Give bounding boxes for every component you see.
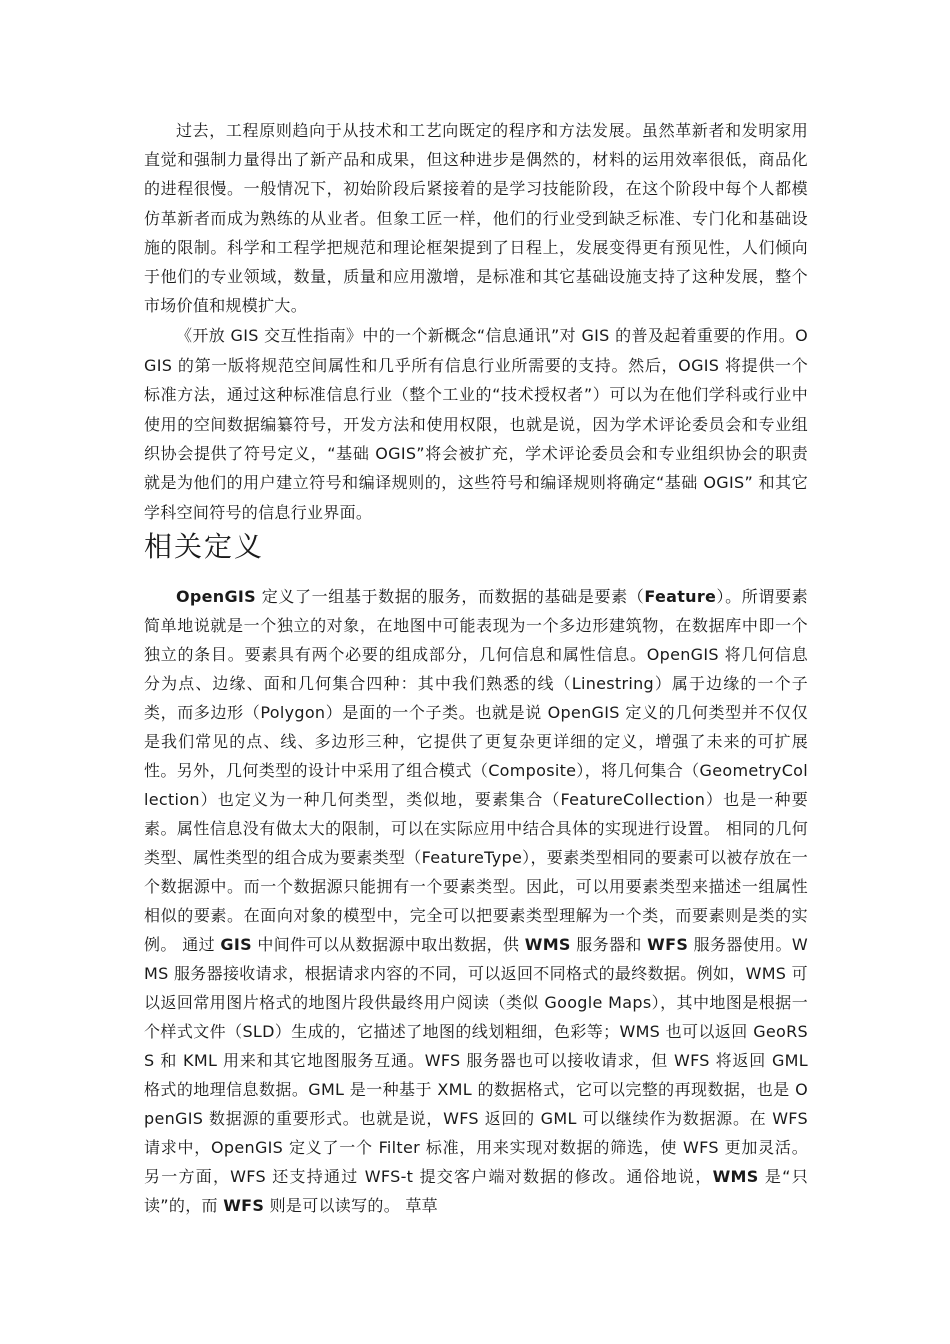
term-wms: WMS — [712, 1167, 759, 1187]
text-run: 是“只读”的，而 — [144, 1167, 808, 1216]
document-body — [144, 116, 808, 1220]
text-run: 服务器使用。WMS 服务器接收请求，根据请求内容的不同，可以返回不同格式的最终数据。例如，WMS 可以返回常用图片格式的地图片段供最终用户阅读（类似 Google Maps），其中地图是根据一个样式文件（SLD）生成的，它描述了地图的线划粗细，色彩等；WMS 也可以返回 GeoRSS 和 KML 用来和其它地图服务互通。WFS 服务器也可以接收请求，但 WFS 将返回 GML 格式的地理信息数据。GML 是一种基于 XML 的数据格式，它可以完整的再现数据，也是 OpenGIS 数据源的重要形式。也就是说，WFS 返回的 GML 可以继续作为数据源。在 WFS 请求中，OpenGIS 定义了一个 Filter 标准，用来实现对数据的筛选，使 WFS 更加灵活。另一方面，WFS 还支持通过 WFS-t 提交客户端对数据的修改。通俗地说， — [144, 935, 808, 1187]
section-heading: 相关定义 — [144, 530, 265, 564]
paragraph-definitions — [144, 582, 808, 1220]
text-run: 中间件可以从数据源中取出数据，供 — [251, 935, 525, 955]
term-wfs: WFS — [647, 935, 689, 955]
text-run: ）。所谓要素简单地说就是一个独立的对象，在地图中可能表现为一个多边形建筑物，在数据库中即一个独立的条目。要素具有两个必要的组成部分，几何信息和属性信息。OpenGIS 将几何信息分为点、边缘、面和几何集合四种：其中我们熟悉的线（Linestring）属于边缘的一个子类，而多边形（Polygon）是面的一个子类。也就是说 OpenGIS 定义的几何类型并不仅仅是我们常见的点、线、多边形三种，它提供了更复杂更详细的定义，增强了未来的可扩展性。另外，几何类型的设计中采用了组合模式（Composite），将几何集合（GeometryCollection）也定义为一种几何类型，类似地，要素集合（FeatureCollection）也是一种要素。属性信息没有做太大的限制，可以在实际应用中结合具体的实现进行设置。 相同的几何类型、属性类型的组合成为要素类型（FeatureType），要素类型相同的要素可以被存放在一个数据源中。而一个数据源只能拥有一个要素类型。因此，可以用要素类型来描述一组属性相似的要素。在面向对象的模型中，完全可以把要素类型理解为一个类，而要素则是类的实例。 通过 — [144, 587, 808, 955]
paragraph-history: 过去，工程原则趋向于从技术和工艺向既定的程序和方法发展。虽然革新者和发明家用直觉和强制力量得出了新产品和成果，但这种进步是偶然的，材料的运用效率很低，商品化的进程很慢。一般情况下，初始阶段后紧接着的是学习技能阶段，在这个阶段中每个人都模仿革新者而成为熟练的从业者。但象工匠一样，他们的行业受到缺乏标准、专门化和基础设施的限制。科学和工程学把规范和理论框架提到了日程上，发展变得更有预见性，人们倾向于他们的专业领域，数量，质量和应用激增，是标准和其它基础设施支持了这种发展，整个市场价值和规模扩大。 — [144, 121, 808, 316]
term-gis: GIS — [220, 935, 252, 955]
text-run: 定义了一组基于数据的服务，而数据的基础是要素（ — [256, 587, 645, 607]
term-wms: WMS — [524, 935, 571, 955]
term-feature: Feature — [644, 587, 717, 607]
text-run: 则是可以读写的。 草草 — [264, 1196, 438, 1216]
term-opengis: OpenGIS — [176, 587, 257, 607]
paragraph-ogis-guide: 《开放 GIS 交互性指南》中的一个新概念“信息通讯”对 GIS 的普及起着重要的作用。OGIS 的第一版将规范空间属性和几乎所有信息行业所需要的支持。然后，OGIS 将提供一个标准方法，通过这种标准信息行业（整个工业的“技术授权者”）可以为在他们学科或行业中使用的空间数据编纂符号，开发方法和使用权限，也就是说，因为学术评论委员会和专业组织协会提供了符号定义，“基础 OGIS”将会被扩充，学术评论委员会和专业组织协会的职责就是为他们的用户建立符号和编译规则的，这些符号和编译规则将确定“基础 OGIS” 和其它学科空间符号的信息行业界面。 — [144, 326, 808, 522]
term-wfs: WFS — [223, 1196, 265, 1216]
text-run: 服务器和 — [570, 935, 648, 955]
